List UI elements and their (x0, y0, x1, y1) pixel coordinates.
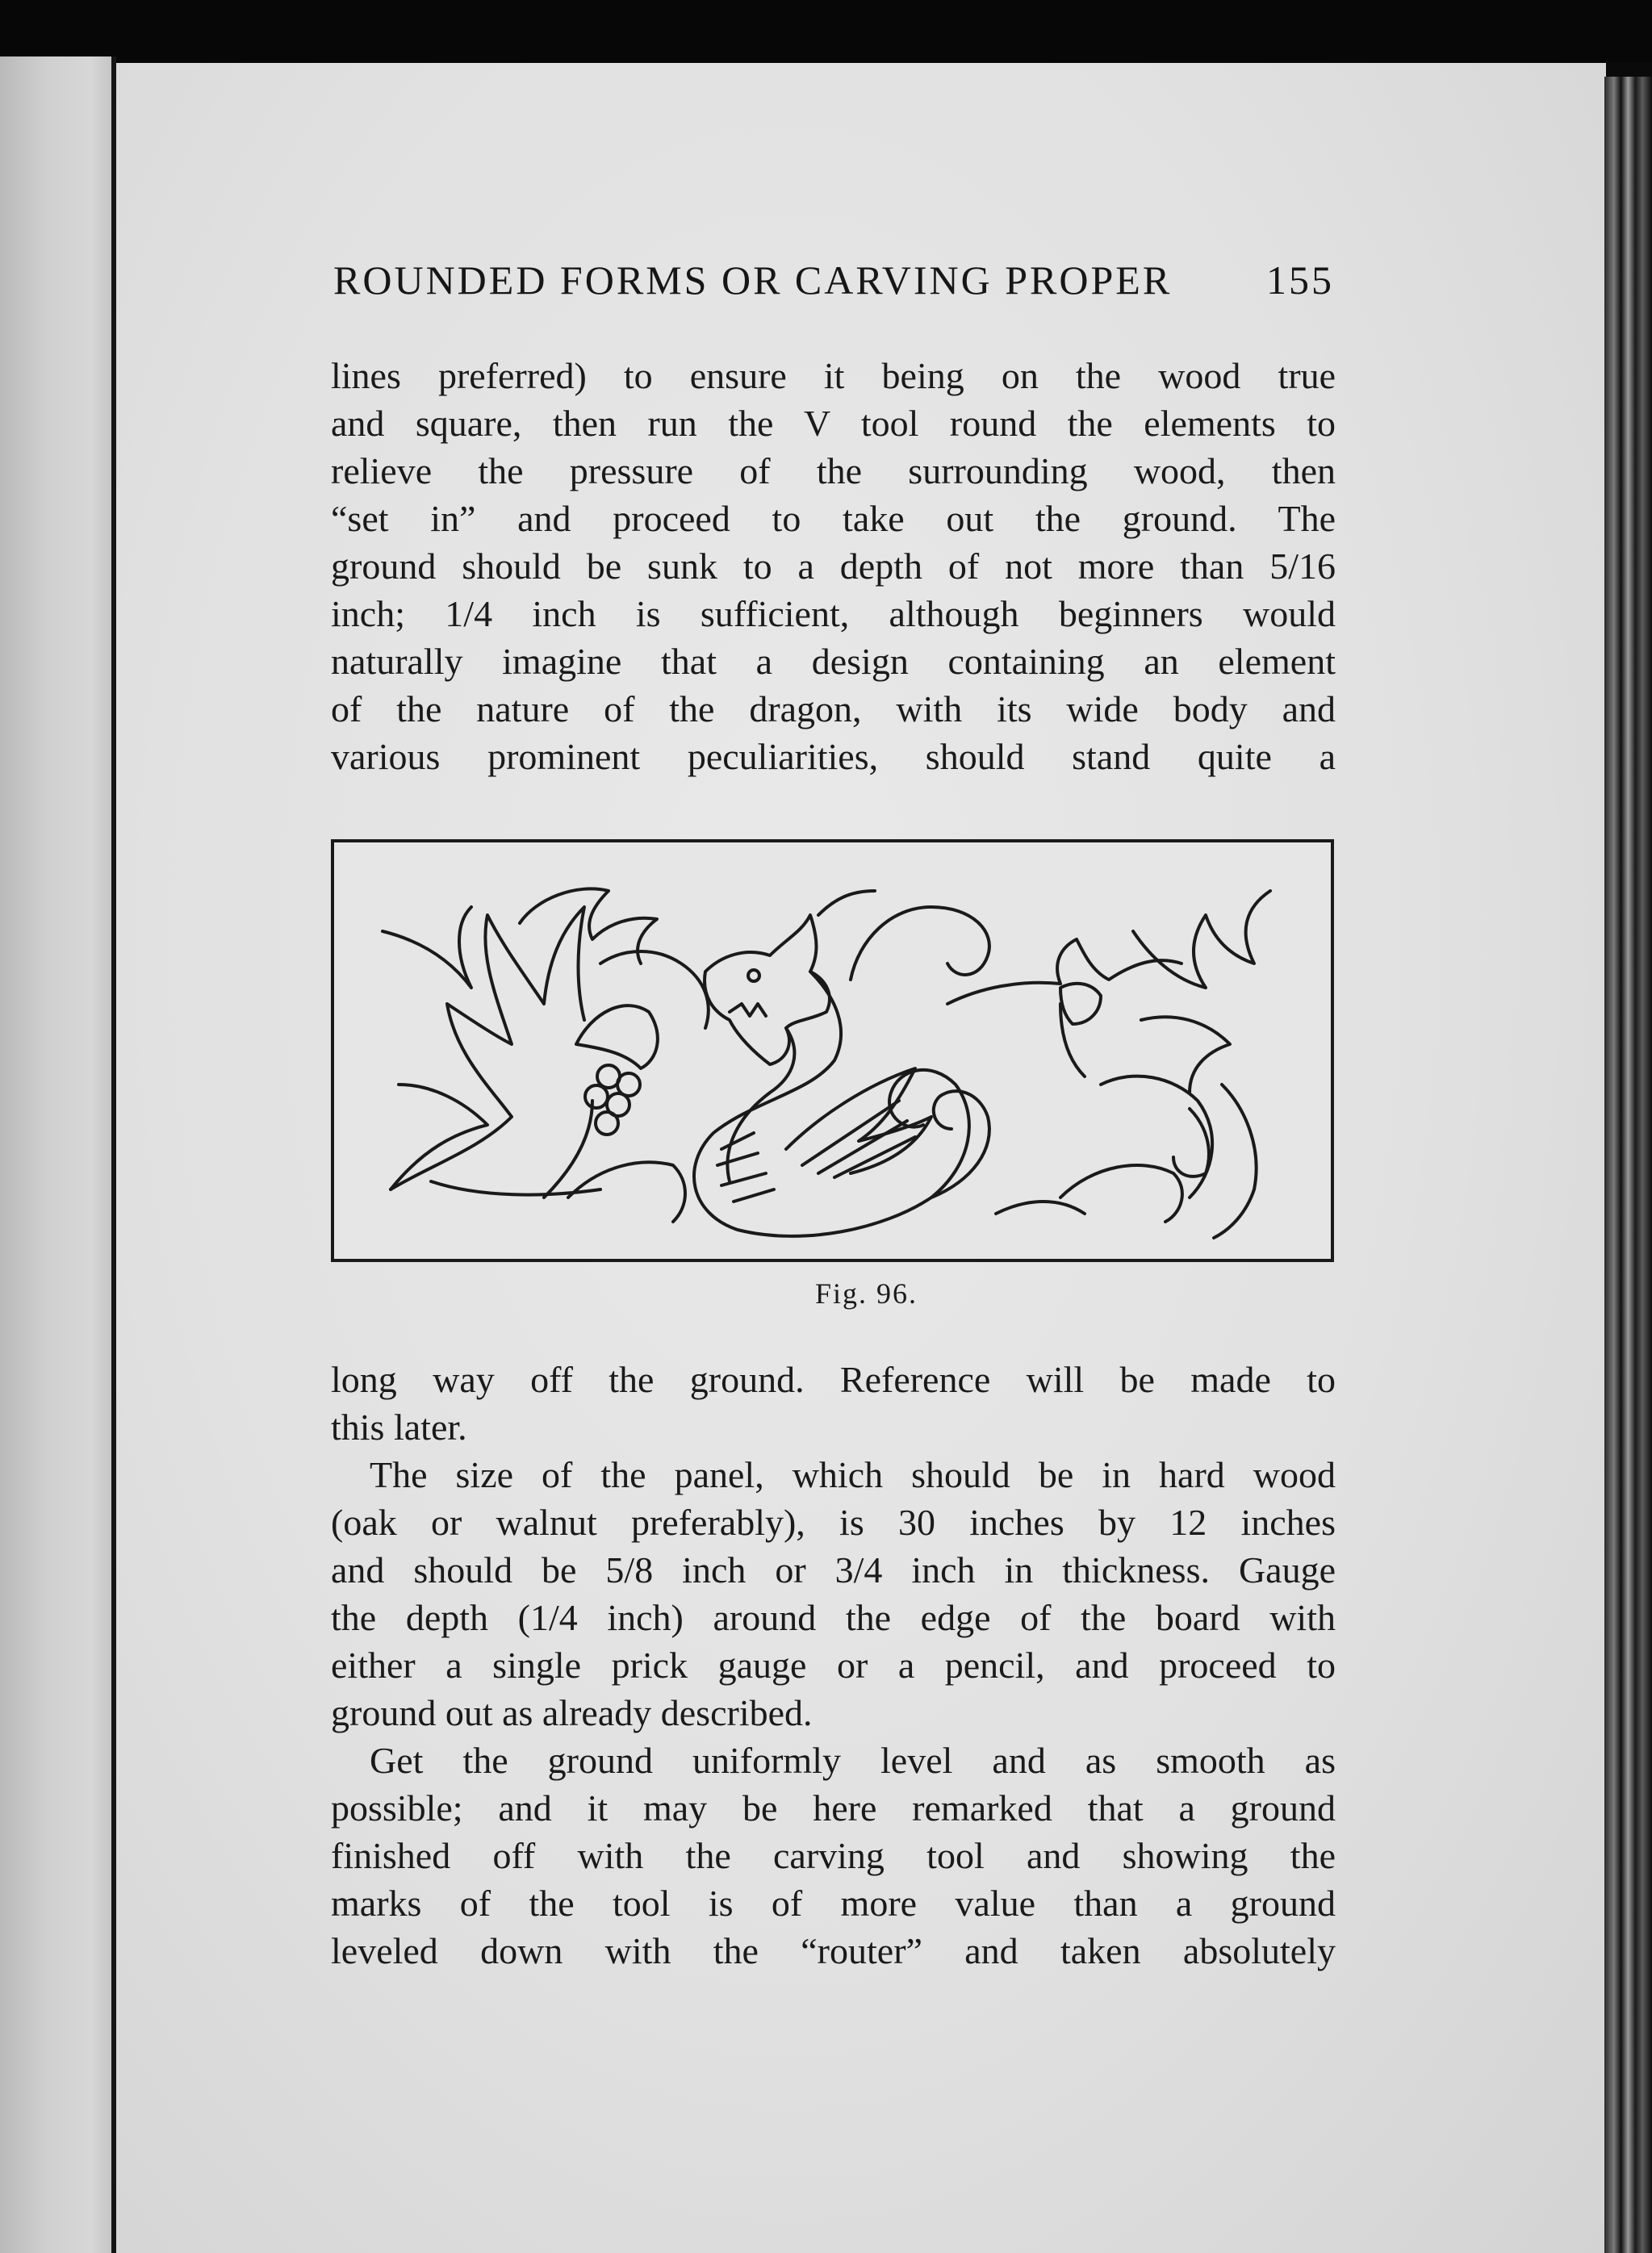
running-head (333, 257, 1334, 303)
figure-dragon-panel (331, 839, 1334, 1262)
text-line: possible; and it may be here remarked that a ground (331, 1787, 1336, 1829)
paragraph-2 (331, 1356, 1336, 1451)
text-line: and should be 5/8 inch or 3/4 inch in thickness. Gauge (331, 1549, 1336, 1590)
text-line: lines preferred) to ensure it being on the wood true (331, 355, 1336, 396)
text-line: either a single prick gauge or a pencil, and proceed to (331, 1645, 1336, 1686)
text-line: “set in” and proceed to take out the ground. The (331, 498, 1336, 539)
text-line: inch; 1/4 inch is sufficient, although beginners would (331, 593, 1336, 634)
text-line: relieve the pressure of the surrounding wood, then (331, 450, 1336, 491)
text-line: long way off the ground. Reference will be made to (331, 1359, 1336, 1400)
scan-top-border (0, 0, 1652, 63)
text-line: (oak or walnut preferably), is 30 inches by 12 inches (331, 1502, 1336, 1543)
text-line: ground out as already described. (331, 1692, 813, 1733)
dragon-foliage-illustration (334, 842, 1331, 1259)
text-line: marks of the tool is of more value than a ground (331, 1883, 1336, 1924)
page-number: 155 (1266, 257, 1334, 303)
text-line: naturally imagine that a design containing an element (331, 641, 1336, 682)
text-line: leveled down with the “router” and taken absolutely (331, 1930, 1336, 1971)
figure-caption: Fig. 96. (814, 1277, 918, 1310)
paragraph-4 (331, 1737, 1336, 1975)
text-line: Get the ground uniformly level and as smooth as (370, 1740, 1336, 1781)
paragraph-1 (331, 352, 1336, 780)
text-line: ground should be sunk to a depth of not more than 5/16 (331, 545, 1336, 587)
text-line: finished off with the carving tool and showing the (331, 1835, 1336, 1876)
text-line: of the nature of the dragon, with its wide body and (331, 688, 1336, 729)
paragraph-3 (331, 1451, 1336, 1737)
running-head-title: ROUNDED FORMS OR CARVING PROPER (333, 257, 1173, 303)
facing-page-edge (0, 56, 113, 2253)
text-line: this later. (331, 1407, 467, 1448)
text-line: the depth (1/4 inch) around the edge of the board with (331, 1597, 1336, 1638)
page-stack-edge (1604, 77, 1652, 2253)
text-line: various prominent peculiarities, should stand quite a (331, 736, 1336, 777)
text-line: The size of the panel, which should be in hard wood (370, 1454, 1336, 1495)
text-line: and square, then run the V tool round the elements to (331, 403, 1336, 444)
